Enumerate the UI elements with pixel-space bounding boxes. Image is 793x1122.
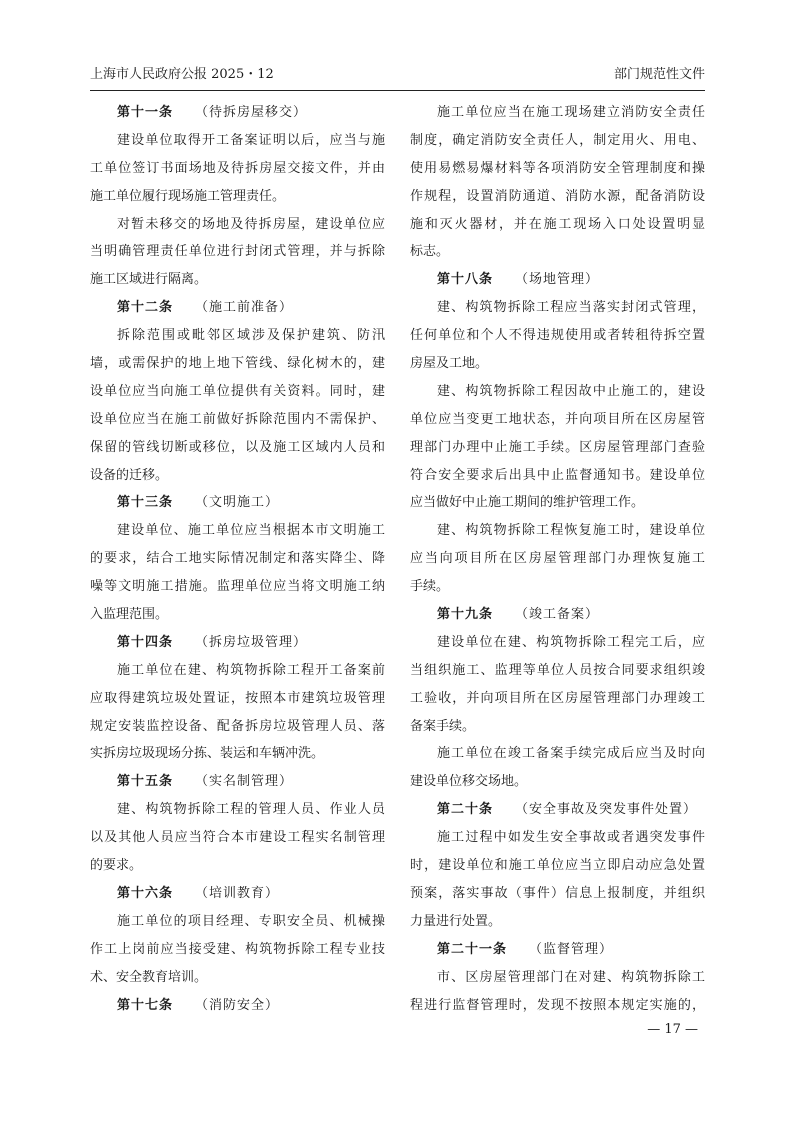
paragraph-line: 施工单位在建、构筑物拆除工程开工备案前 xyxy=(117,662,385,678)
paragraph-line: 作规程，设置消防通道、消防水源，配备消防设 xyxy=(410,188,705,204)
section-title: 部门规范性文件 xyxy=(613,67,705,82)
paragraph-line: 标志。 xyxy=(410,244,450,260)
paragraph-line: 时，建设单位和施工单位应当立即启动应急处置 xyxy=(410,858,705,874)
article-heading xyxy=(410,266,705,294)
paragraph xyxy=(90,517,385,629)
paragraph-line: 保留的管线切断或移位，以及施工区域内人员和 xyxy=(90,439,385,455)
paragraph xyxy=(410,294,705,378)
paragraph-line: 理部门办理中止施工手续。区房屋管理部门查验 xyxy=(410,439,705,455)
article-title: （培训教育） xyxy=(195,885,280,901)
paragraph-line: 建、构筑物拆除工程的管理人员、作业人员 xyxy=(117,802,385,818)
paragraph-line: 建、构筑物拆除工程恢复施工时，建设单位 xyxy=(437,523,705,539)
article-title: （安全事故及突发事件处置） xyxy=(515,802,698,818)
article-heading xyxy=(90,294,385,322)
article-heading xyxy=(410,601,705,629)
article-title: （场地管理） xyxy=(515,272,600,288)
paragraph-line: 建、构筑物拆除工程应当落实封闭式管理， xyxy=(437,300,705,316)
paragraph xyxy=(410,378,705,517)
paragraph xyxy=(410,99,705,266)
page-number: — 17 — xyxy=(647,1022,698,1037)
paragraph-line: 当明确管理责任单位进行封闭式管理，并与拆除 xyxy=(90,244,385,260)
paragraph-line: 拆除范围或毗邻区域涉及保护建筑、防汛 xyxy=(117,328,385,344)
paragraph xyxy=(90,908,385,992)
paragraph xyxy=(410,629,705,741)
article-title: （实名制管理） xyxy=(195,774,294,790)
paragraph-line: 单位应当变更工地状态，并向项目所在区房屋管 xyxy=(410,411,705,427)
paragraph-line: 应当向项目所在区房屋管理部门办理恢复施工 xyxy=(410,551,705,567)
article-title: （拆房垃圾管理） xyxy=(195,634,308,650)
paragraph-line: 施工单位履行现场施工管理责任。 xyxy=(90,188,286,204)
paragraph-line: 施和灭火器材，并在施工现场入口处设置明显 xyxy=(410,216,705,232)
paragraph xyxy=(90,322,385,489)
paragraph-line: 工验收，并向项目所在区房屋管理部门办理竣工 xyxy=(410,690,705,706)
paragraph-line: 程进行监督管理时，发现不按照本规定实施的， xyxy=(410,997,705,1013)
paragraph xyxy=(90,796,385,880)
paragraph-line: 规定安装监控设备、配备拆房垃圾管理人员、落 xyxy=(90,718,385,734)
article-number: 第十五条 xyxy=(117,774,174,790)
paragraph xyxy=(410,964,705,1020)
article-number: 第十四条 xyxy=(117,634,174,650)
article-heading xyxy=(90,880,385,908)
paragraph-line: 力量进行处置。 xyxy=(410,913,502,929)
journal-title: 上海市人民政府公报 2025・12 xyxy=(90,67,274,82)
paragraph-line: 应当做好中止施工期间的维护管理工作。 xyxy=(410,495,645,511)
paragraph-line: 施工区域进行隔离。 xyxy=(90,272,208,288)
article-heading xyxy=(90,489,385,517)
paragraph-line: 建、构筑物拆除工程因故中止施工的，建设 xyxy=(437,383,705,399)
paragraph-line: 的要求，结合工地实际情况制定和落实降尘、降 xyxy=(90,551,385,567)
article-number: 第十九条 xyxy=(437,607,494,623)
paragraph-line: 以及其他人员应当符合本市建设工程实名制管理 xyxy=(90,830,385,846)
article-number: 第十八条 xyxy=(437,272,494,288)
paragraph-line: 施工过程中如发生安全事故或者遇突发事件 xyxy=(437,830,705,846)
article-number: 第十三条 xyxy=(117,495,174,511)
paragraph-line: 建设单位在建、构筑物拆除工程完工后，应 xyxy=(437,634,705,650)
paragraph-line: 应取得建筑垃圾处置证，按照本市建筑垃圾管理 xyxy=(90,690,385,706)
paragraph-line: 设单位应当向施工单位提供有关资料。同时，建 xyxy=(90,383,385,399)
paragraph-line: 施工单位的项目经理、专职安全员、机械操 xyxy=(117,913,385,929)
paragraph-line: 手续。 xyxy=(410,579,450,595)
paragraph xyxy=(410,517,705,601)
paragraph xyxy=(90,127,385,211)
paragraph-line: 施工单位在竣工备案手续完成后应当及时向 xyxy=(437,746,705,762)
left-column xyxy=(90,99,385,1019)
article-heading xyxy=(90,629,385,657)
paragraph xyxy=(90,657,385,769)
paragraph-line: 预案，落实事故（事件）信息上报制度，并组织 xyxy=(410,885,705,901)
paragraph-line: 的要求。 xyxy=(90,858,143,874)
article-number: 第十一条 xyxy=(117,105,174,120)
paragraph-line: 术、安全教育培训。 xyxy=(90,969,208,985)
paragraph-line: 建设单位移交场地。 xyxy=(410,774,528,790)
article-number: 第十六条 xyxy=(117,885,174,901)
paragraph-line: 实拆房垃圾现场分拣、装运和车辆冲洗。 xyxy=(90,746,325,762)
paragraph-line: 设备的迁移。 xyxy=(90,467,169,483)
article-number: 第二十条 xyxy=(437,802,494,818)
article-heading xyxy=(90,768,385,796)
paragraph-line: 对暂未移交的场地及待拆房屋，建设单位应 xyxy=(117,216,385,232)
paragraph-line: 设单位应当在施工前做好拆除范围内不需保护、 xyxy=(90,411,385,427)
article-number: 第十七条 xyxy=(117,997,174,1013)
paragraph xyxy=(90,211,385,295)
paragraph xyxy=(410,740,705,796)
article-heading xyxy=(410,936,705,964)
article-title: （文明施工） xyxy=(195,495,280,511)
paragraph-line: 当组织施工、监理等单位人员按合同要求组织竣 xyxy=(410,662,705,678)
paragraph-line: 制度，确定消防安全责任人，制定用火、用电、 xyxy=(410,132,705,148)
article-title: （待拆房屋移交） xyxy=(195,105,308,120)
paragraph-line: 任何单位和个人不得违规使用或者转租待拆空置 xyxy=(410,328,705,344)
header-rule xyxy=(90,90,705,91)
paragraph-line: 市、区房屋管理部门在对建、构筑物拆除工 xyxy=(437,969,705,985)
paragraph-line: 建设单位、施工单位应当根据本市文明施工 xyxy=(117,523,385,539)
article-title: （竣工备案） xyxy=(515,607,600,623)
article-title: （施工前准备） xyxy=(195,300,294,316)
article-title: （监督管理） xyxy=(529,941,614,957)
paragraph-line: 符合安全要求后出具中止监督通知书。建设单位 xyxy=(410,467,705,483)
paragraph-line: 施工单位应当在施工现场建立消防安全责任 xyxy=(437,105,705,120)
paragraph-line: 噪等文明施工措施。监理单位应当将文明施工纳 xyxy=(90,579,385,595)
article-title: （消防安全） xyxy=(195,997,280,1013)
paragraph-line: 使用易燃易爆材料等各项消防安全管理制度和操 xyxy=(410,160,705,176)
article-heading xyxy=(90,99,385,127)
article-number: 第十二条 xyxy=(117,300,174,316)
paragraph-line: 工单位签订书面场地及待拆房屋交接文件，并由 xyxy=(90,160,385,176)
right-column xyxy=(410,99,705,1019)
paragraph-line: 房屋及工地。 xyxy=(410,356,489,372)
article-heading xyxy=(410,796,705,824)
article-number: 第二十一条 xyxy=(437,941,508,957)
paragraph-line: 墙，或需保护的地上地下管线、绿化树木的，建 xyxy=(90,356,385,372)
paragraph-line: 建设单位取得开工备案证明以后，应当与施 xyxy=(117,132,385,148)
paragraph-line: 入监理范围。 xyxy=(90,607,169,623)
paragraph-line: 作工上岗前应当接受建、构筑物拆除工程专业技 xyxy=(90,941,385,957)
paragraph-line: 备案手续。 xyxy=(410,718,476,734)
paragraph xyxy=(410,824,705,936)
article-heading xyxy=(90,992,385,1020)
